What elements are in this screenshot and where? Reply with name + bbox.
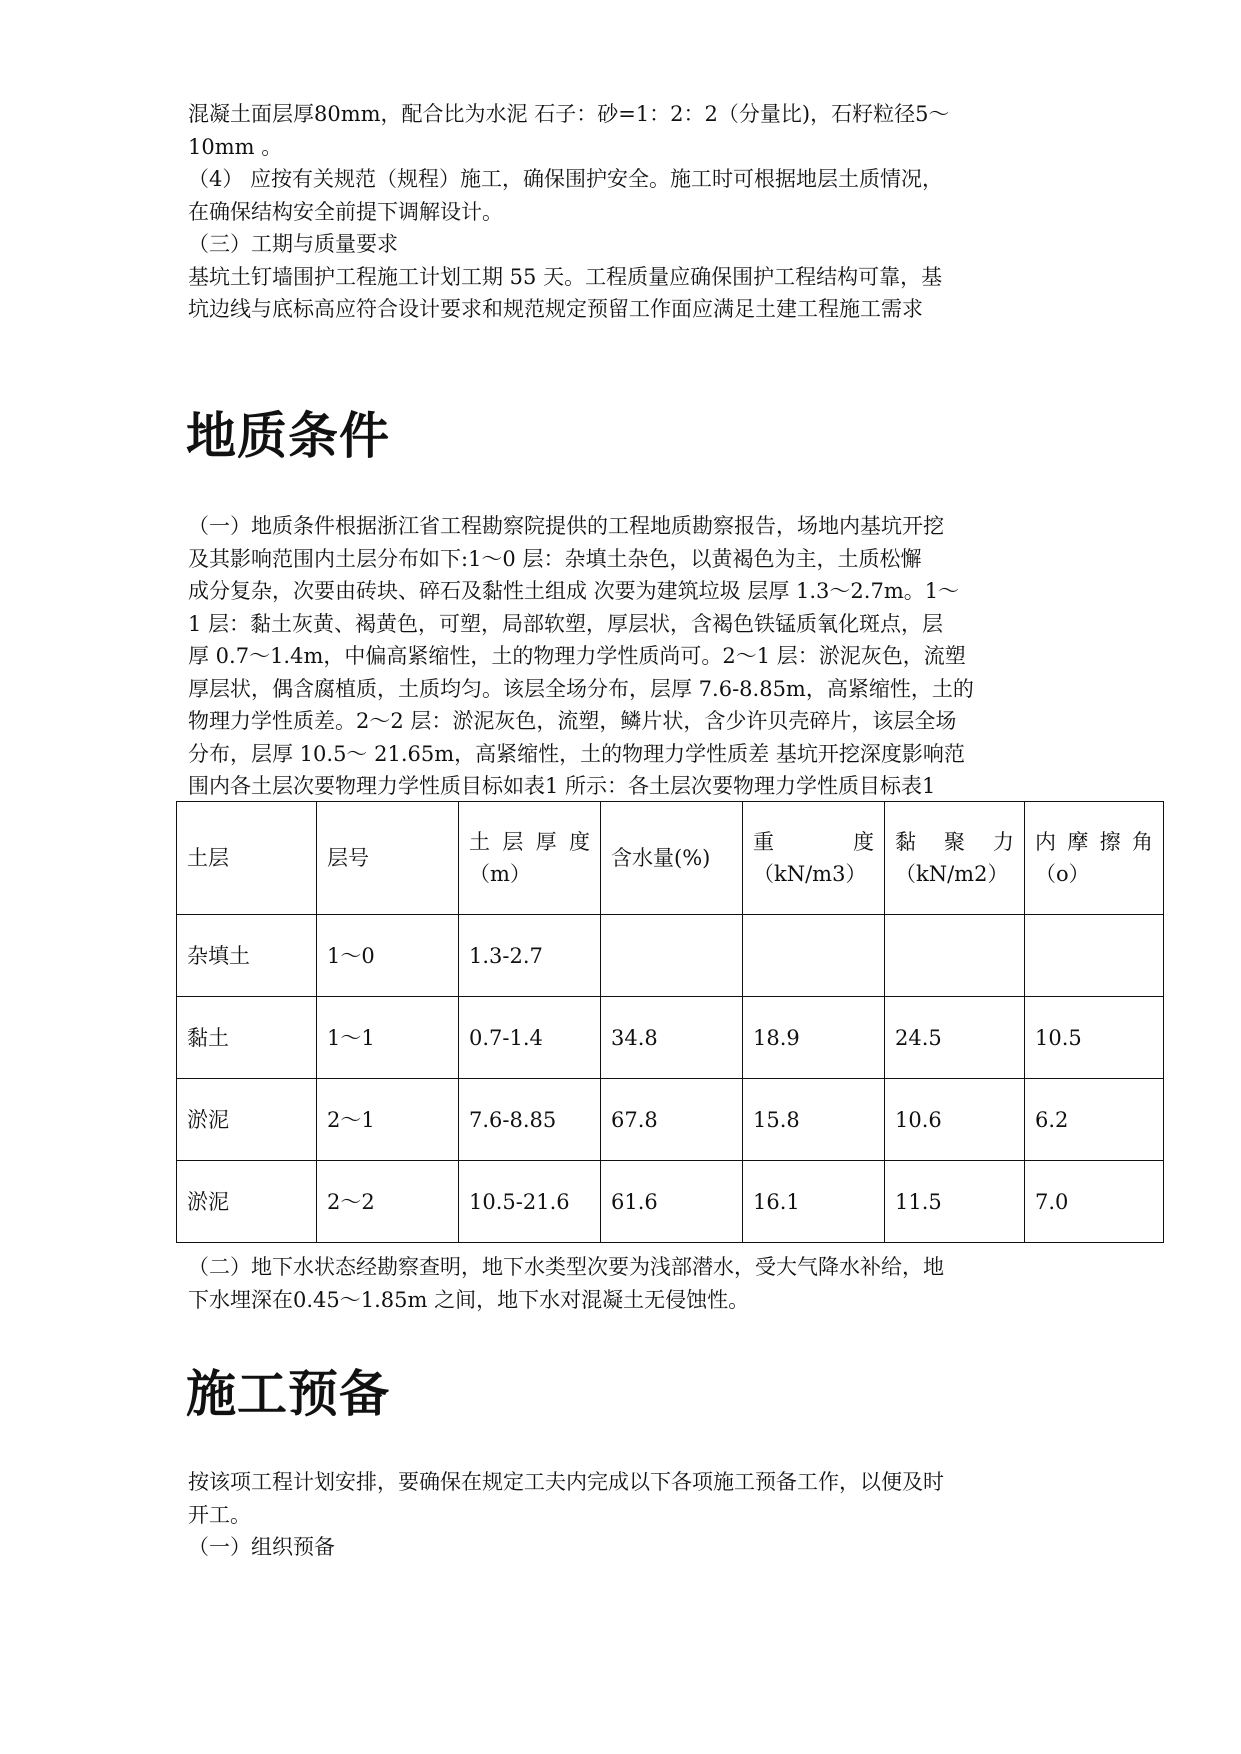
text-line: 坑边线与底标高应符合设计要求和规范规定预留工作面应满足土建工程施工需求 [188, 297, 923, 321]
text-line: 按该项工程计划安排，要确保在规定工夫内完成以下各项施工预备工作，以便及时 [188, 1470, 944, 1494]
table-cell: 67.8 [601, 1079, 743, 1161]
text-line: 1 层：黏土灰黄、褐黄色，可塑，局部软塑，厚层状，含褐色铁锰质氧化斑点，层 [188, 611, 944, 636]
header-cell-soil-layer: 土层 [177, 802, 317, 915]
table-cell [743, 915, 885, 997]
text-line: （三）工期与质量要求 [188, 232, 398, 256]
groundwater-text [188, 1251, 1068, 1316]
text-line: 基坑土钉墙围护工程施工计划工期 55 天。工程质量应确保围护工程结构可靠，基 [188, 264, 943, 289]
text-line: 厚 0.7～1.4m，中偏高紧缩性，土的物理力学性质尚可。2～1 层：淤泥灰色，流塑 [188, 644, 966, 668]
construction-requirements-text [188, 98, 1068, 326]
table-cell: 1.3-2.7 [459, 915, 601, 997]
text-line: （一）组织预备 [188, 1535, 335, 1559]
table-cell: 61.6 [601, 1161, 743, 1243]
preparation-text [188, 1466, 1068, 1564]
table-cell: 2～2 [317, 1161, 459, 1243]
text-line: 分布，层厚 10.5～ 21.65m，高紧缩性，土的物理力学性质差 基坑开挖深度影响范 [188, 741, 965, 766]
header-cell-water-content: 含水量(%) [601, 802, 743, 915]
table-cell: 11.5 [885, 1161, 1025, 1243]
text-line: 在确保结构安全前提下调解设计。 [188, 199, 503, 224]
text-line: 厚层状，偶含腐植质，土质均匀。该层全场分布，层厚 7.6-8.85m，高紧缩性，土的 [188, 676, 974, 701]
section-heading-geology: 地质条件 [186, 407, 390, 465]
table-cell: 1～1 [317, 997, 459, 1079]
text-line: 物理力学性质差。2～2 层：淤泥灰色，流塑，鳞片状，含少许贝壳碎片，该层全场 [188, 709, 957, 733]
section-heading-preparation: 施工预备 [186, 1365, 390, 1423]
table-cell: 10.6 [885, 1079, 1025, 1161]
table-cell: 10.5-21.6 [459, 1161, 601, 1243]
text-line: 及其影响范围内土层分布如下:1～0 层：杂填土杂色，以黄褐色为主，土质松懈 [188, 546, 922, 571]
text-line: 围内各土层次要物理力学性质目标如表1 所示：各土层次要物理力学性质目标表1 [188, 774, 936, 798]
table-cell: 0.7-1.4 [459, 997, 601, 1079]
table-header-row [177, 802, 1164, 915]
text-line: 10mm 。 [188, 134, 283, 159]
table-cell [885, 915, 1025, 997]
table-cell: 2～1 [317, 1079, 459, 1161]
table-cell: 34.8 [601, 997, 743, 1079]
table-cell: 15.8 [743, 1079, 885, 1161]
table-row [177, 997, 1164, 1079]
text-line: 下水埋深在0.45～1.85m 之间，地下水对混凝土无侵蚀性。 [188, 1287, 750, 1312]
geology-description-text [188, 510, 1068, 803]
text-line: （二）地下水状态经勘察查明，地下水类型次要为浅部潜水，受大气降水补给，地 [188, 1255, 944, 1279]
text-line: 成分复杂，次要由砖块、碎石及黏性土组成 次要为建筑垃圾 层厚 1.3～2.7m。1～ [188, 579, 960, 603]
table-cell: 淤泥 [177, 1079, 317, 1161]
soil-properties-table [176, 801, 1164, 1243]
header-cell-unit-weight: 重 度 （kN/m3） [743, 802, 885, 915]
table-cell: 6.2 [1025, 1079, 1164, 1161]
table-cell: 7.6-8.85 [459, 1079, 601, 1161]
table-row [177, 1079, 1164, 1161]
table-cell: 1～0 [317, 915, 459, 997]
table-cell: 16.1 [743, 1161, 885, 1243]
header-cell-layer-no: 层号 [317, 802, 459, 915]
table-cell: 24.5 [885, 997, 1025, 1079]
header-cell-thickness: 土层厚度 （m） [459, 802, 601, 915]
table-cell: 黏土 [177, 997, 317, 1079]
text-line: （4） 应按有关规范（规程）施工，确保围护安全。施工时可根据地层土质情况， [188, 167, 944, 191]
table-cell: 杂填土 [177, 915, 317, 997]
table-cell [601, 915, 743, 997]
text-line: 混凝土面层厚80mm，配合比为水泥 石子：砂=1：2：2（分量比)，石籽粒径5～ [188, 102, 950, 126]
header-cell-cohesion: 黏聚力 （kN/m2） [885, 802, 1025, 915]
table-row [177, 915, 1164, 997]
table-row [177, 1161, 1164, 1243]
table-cell: 7.0 [1025, 1161, 1164, 1243]
text-line: （一）地质条件根据浙江省工程勘察院提供的工程地质勘察报告，场地内基坑开挖 [188, 514, 944, 538]
table-cell [1025, 915, 1164, 997]
text-line: 开工。 [188, 1502, 251, 1527]
table-cell: 18.9 [743, 997, 885, 1079]
header-cell-friction-angle: 内摩擦角 （o） [1025, 802, 1164, 915]
table-cell: 10.5 [1025, 997, 1164, 1079]
table-cell: 淤泥 [177, 1161, 317, 1243]
